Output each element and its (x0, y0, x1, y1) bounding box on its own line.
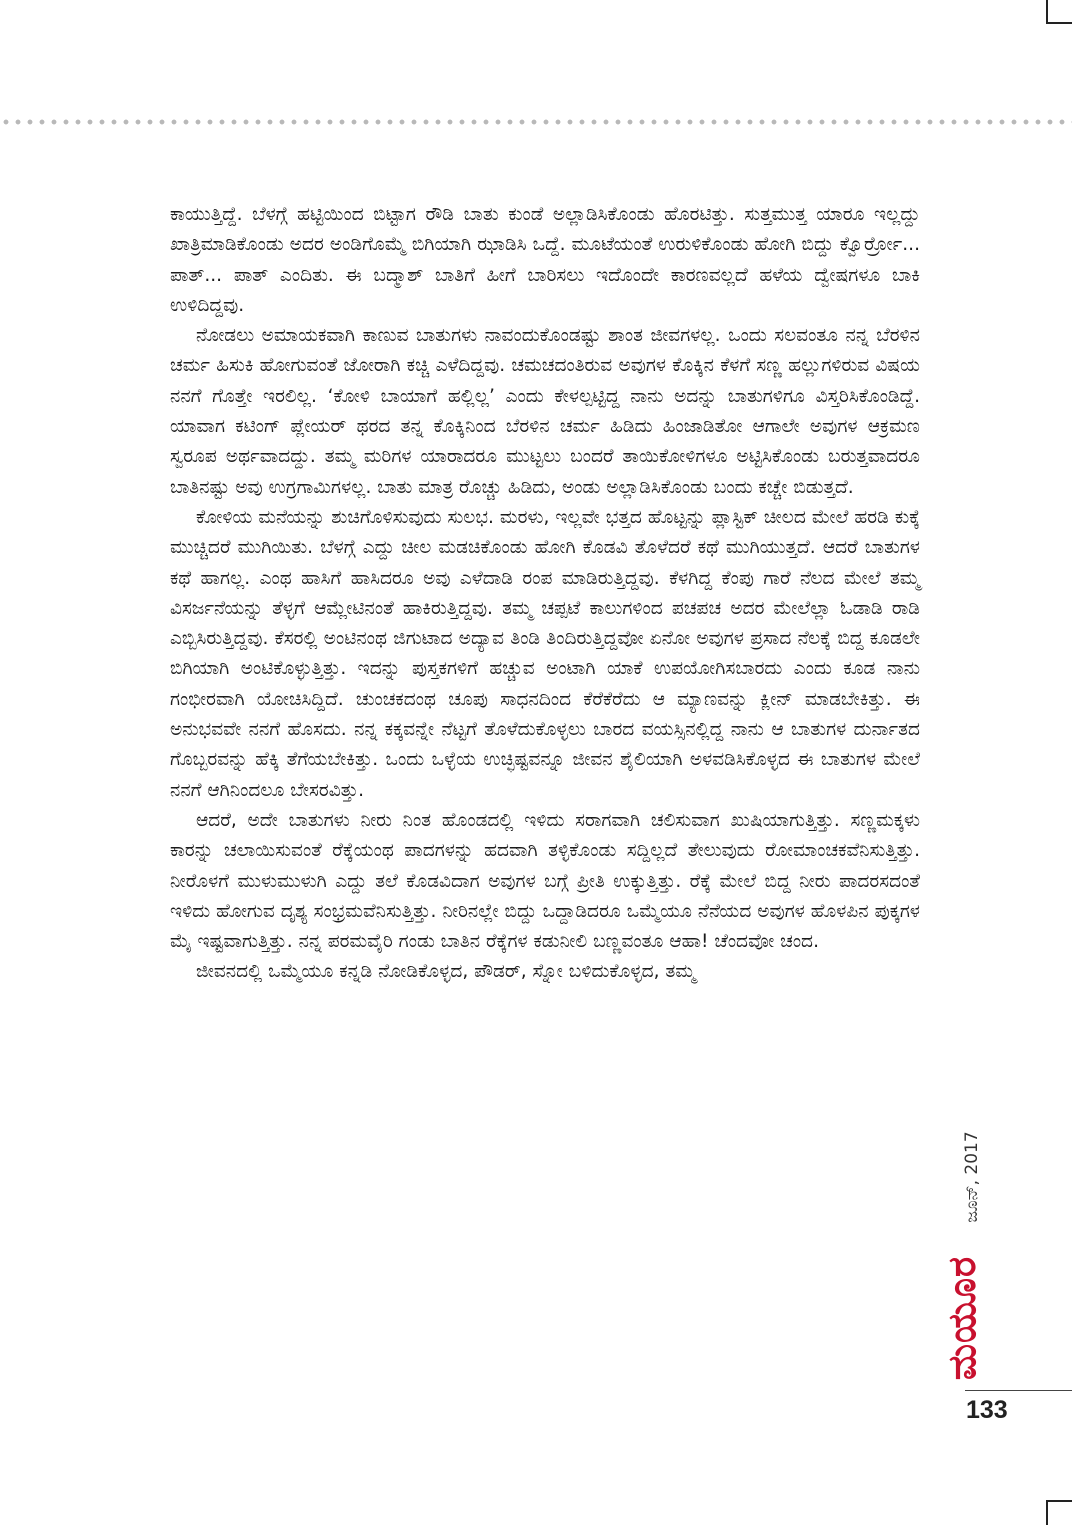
paragraph-5: ಜೀವನದಲ್ಲಿ ಒಮ್ಮೆಯೂ ಕನ್ನಡಿ ನೋಡಿಕೊಳ್ಳದ, ಪೌಡರ್, ಸ್ನೋ ಬಳಿದುಕೊಳ್ಳದ, ತಮ್ಮ (196, 961, 696, 983)
crop-mark-bottom (1046, 1500, 1048, 1525)
dotted-divider (0, 118, 1072, 126)
crop-mark-bottom-horizontal (1046, 1500, 1072, 1502)
crop-mark-top (1046, 0, 1048, 24)
page-number: 133 (966, 1396, 1008, 1424)
paragraph-4: ಆದರೆ, ಅದೇ ಬಾತುಗಳು ನೀರು ನಿಂತ ಹೊಂಡದಲ್ಲಿ ಇಳಿದು ಸರಾಗವಾಗಿ ಚಲಿಸುವಾಗ ಖುಷಿಯಾಗುತ್ತಿತ್ತು. ಸಣ್ಣಮಕ್ಕಳು ಕಾರನ್ನು ಚಲಾಯಿಸುವಂತೆ ರೆಕ್ಕೆಯಂಥ ಪಾದಗಳನ್ನು ಹದವಾಗಿ ತಳ್ಳಿಕೊಂಡು ಸದ್ದಿಲ್ಲದೆ ತೇಲುವುದು ರೋಮಾಂಚಕವೆನಿಸುತ್ತಿತ್ತು. ನೀರೊಳಗೆ ಮುಳುಮುಳುಗಿ ಎದ್ದು ತಲೆ ಕೊಡವಿದಾಗ ಅವುಗಳ ಬಗ್ಗೆ ಪ್ರೀತಿ ಉಕ್ಕುತ್ತಿತ್ತು. ರೆಕ್ಕೆ ಮೇಲೆ ಬಿದ್ದ ನೀರು ಪಾದರಸದಂತೆ ಇಳಿದು ಹೋಗುವ ದೃಶ್ಯ ಸಂಭ್ರಮವೆನಿಸುತ್ತಿತ್ತು. ನೀರಿನಲ್ಲೇ ಬಿದ್ದು ಒದ್ದಾಡಿದರೂ ಒಮ್ಮೆಯೂ ನೆನೆಯದ ಅವುಗಳ ಹೊಳಪಿನ ಪುಕ್ಕಗಳ ಮೈ ಇಷ್ಟವಾಗುತ್ತಿತ್ತು. ನನ್ನ ಪರಮವೈರಿ ಗಂಡು ಬಾತಿನ ರೆಕ್ಕೆಗಳ ಕಡುನೀಲಿ ಬಣ್ಣವಂತೂ ಆಹಾ! ಚೆಂದವೋ ಚಂದ. (170, 809, 920, 953)
paragraph-2: ನೋಡಲು ಅಮಾಯಕವಾಗಿ ಕಾಣುವ ಬಾತುಗಳು ನಾವಂದುಕೊಂಡಷ್ಟು ಶಾಂತ ಜೀವಗಳಲ್ಲ. ಒಂದು ಸಲವಂತೂ ನನ್ನ ಬೆರಳಿನ ಚರ್ಮ ಹಿಸುಕಿ ಹೋಗುವಂತೆ ಜೋರಾಗಿ ಕಚ್ಚಿ ಎಳೆದಿದ್ದವು. ಚಮಚದಂತಿರುವ ಅವುಗಳ ಕೊಕ್ಕಿನ ಕೆಳಗೆ ಸಣ್ಣ ಹಲ್ಲುಗಳಿರುವ ವಿಷಯ ನನಗೆ ಗೊತ್ತೇ ಇರಲಿಲ್ಲ. ‘ಕೋಳಿ ಬಾಯಾಗೆ ಹಲ್ಲಿಲ್ಲ’ ಎಂದು ಕೇಳಲ್ಪಟ್ಟಿದ್ದ ನಾನು ಅದನ್ನು ಬಾತುಗಳಿಗೂ ವಿಸ್ತರಿಸಿಕೊಂಡಿದ್ದೆ. ಯಾವಾಗ ಕಟಿಂಗ್ ಪ್ಲೇಯರ್ ಥರದ ತನ್ನ ಕೊಕ್ಕಿನಿಂದ ಬೆರಳಿನ ಚರ್ಮ ಹಿಡಿದು ಹಿಂಜಾಡಿತೋ ಆಗಾಲೇ ಅವುಗಳ ಆಕ್ರಮಣ ಸ್ವರೂಪ ಅರ್ಥವಾದದ್ದು. ತಮ್ಮ ಮರಿಗಳ ಯಾರಾದರೂ ಮುಟ್ಟಲು ಬಂದರೆ ತಾಯಿಕೋಳಿಗಳೂ ಅಟ್ಟಿಸಿಕೊಂಡು ಬರುತ್ತವಾದರೂ ಬಾತಿನಷ್ಟು ಅವು ಉಗ್ರಗಾಮಿಗಳಲ್ಲ. ಬಾತು ಮಾತ್ರ ರೊಚ್ಚು ಹಿಡಿದು, ಅಂಡು ಅಲ್ಲಾಡಿಸಿಕೊಂಡು ಬಂದು ಕಚ್ಚೇ ಬಿಡುತ್ತದೆ. (170, 325, 920, 498)
issue-date: ಜೂನ್, 2017 (962, 1131, 982, 1223)
paragraph-1: ಕಾಯುತ್ತಿದ್ದೆ. ಬೆಳಗ್ಗೆ ಹಟ್ಟಿಯಿಂದ ಬಿಟ್ಟಾಗ ರೌಡಿ ಬಾತು ಕುಂಡೆ ಅಲ್ಲಾಡಿಸಿಕೊಂಡು ಹೊರಟಿತ್ತು. ಸುತ್ತಮುತ್ತ ಯಾರೂ ಇಲ್ಲದ್ದು ಖಾತ್ರಿಮಾಡಿಕೊಂಡು ಅದರ ಅಂಡಿಗೊಮ್ಮೆ ಬಿಗಿಯಾಗಿ ಝಾಡಿಸಿ ಒದ್ದೆ. ಮೂಟೆಯಂತೆ ಉರುಳಿಕೊಂಡು ಹೋಗಿ ಬಿದ್ದು ಕ್ವೊರ್ರ್ರೋ... ಪಾತ್... ಪಾತ್ ಎಂದಿತು. ಈ ಬದ್ಮಾಶ್ ಬಾತಿಗೆ ಹೀಗೆ ಬಾರಿಸಲು ಇದೊಂದೇ ಕಾರಣವಲ್ಲದೆ ಹಳೆಯ ದ್ವೇಷಗಳೂ ಬಾಕಿ ಉಳಿದಿದ್ದವು. (170, 204, 920, 316)
paragraph-3: ಕೋಳಿಯ ಮನೆಯನ್ನು ಶುಚಿಗೊಳಿಸುವುದು ಸುಲಭ. ಮರಳು, ಇಲ್ಲವೇ ಭತ್ತದ ಹೊಟ್ಟನ್ನು ಪ್ಲಾಸ್ಟಿಕ್ ಚೀಲದ ಮೇಲೆ ಹರಡಿ ಕುಕ್ಕೆ ಮುಚ್ಚಿದರೆ ಮುಗಿಯಿತು. ಬೆಳಗ್ಗೆ ಎದ್ದು ಚೀಲ ಮಡಚಿಕೊಂಡು ಹೋಗಿ ಕೊಡವಿ ತೊಳೆದರೆ ಕಥೆ ಮುಗಿಯುತ್ತದೆ. ಆದರೆ ಬಾತುಗಳ ಕಥೆ ಹಾಗಲ್ಲ. ಎಂಥ ಹಾಸಿಗೆ ಹಾಸಿದರೂ ಅವು ಎಳೆದಾಡಿ ರಂಪ ಮಾಡಿರುತ್ತಿದ್ದವು. ಕೆಳಗಿದ್ದ ಕೆಂಪು ಗಾರೆ ನೆಲದ ಮೇಲೆ ತಮ್ಮ ವಿಸರ್ಜನೆಯನ್ನು ತೆಳ್ಳಗೆ ಆಮ್ಲೇಟಿನಂತೆ ಹಾಕಿರುತ್ತಿದ್ದವು. ತಮ್ಮ ಚಪ್ಪಟೆ ಕಾಲುಗಳಿಂದ ಪಚಪಚ ಅದರ ಮೇಲೆಲ್ಲಾ ಓಡಾಡಿ ರಾಡಿ ಎಬ್ಬಿಸಿರುತ್ತಿದ್ದವು. ಕೆಸರಲ್ಲಿ ಅಂಟಿನಂಥ ಜಿಗುಟಾದ ಅದ್ಯಾವ ತಿಂಡಿ ತಿಂದಿರುತ್ತಿದ್ದವೋ ಏನೋ ಅವುಗಳ ಪ್ರಸಾದ ನೆಲಕ್ಕೆ ಬಿದ್ದ ಕೂಡಲೇ ಬಿಗಿಯಾಗಿ ಅಂಟಿಕೊಳ್ಳುತ್ತಿತ್ತು. ಇದನ್ನು ಪುಸ್ತಕಗಳಿಗೆ ಹಚ್ಚುವ ಅಂಟಾಗಿ ಯಾಕೆ ಉಪಯೋಗಿಸಬಾರದು ಎಂದು ಕೂಡ ನಾನು ಗಂಭೀರವಾಗಿ ಯೋಚಿಸಿದ್ದಿದೆ. ಚುಂಚಕದಂಥ ಚೂಪು ಸಾಧನದಿಂದ ಕೆರೆಕೆರೆದು ಆ ಮ್ಯಾಣವನ್ನು ಕ್ಲೀನ್ ಮಾಡಬೇಕಿತ್ತು. ಈ ಅನುಭವವೇ ನನಗೆ ಹೊಸದು. ನನ್ನ ಕಕ್ಕವನ್ನೇ ನೆಟ್ಟಗೆ ತೊಳೆದುಕೊಳ್ಳಲು ಬಾರದ ವಯಸ್ಸಿನಲ್ಲಿದ್ದ ನಾನು ಆ ಬಾತುಗಳ ದುರ್ನಾತದ ಗೊಬ್ಬರವನ್ನು ಹೆಕ್ಕಿ ತೆಗೆಯಬೇಕಿತ್ತು. ಒಂದು ಒಳ್ಳೆಯ ಉಚ್ಛಿಷ್ಟವನ್ನೂ ಜೀವನ ಶೈಲಿಯಾಗಿ ಅಳವಡಿಸಿಕೊಳ್ಳದ ಈ ಬಾತುಗಳ ಮೇಲೆ ನನಗೆ ಆಗಿನಿಂದಲೂ ಬೇಸರವಿತ್ತು. (170, 506, 920, 801)
magazine-logo: ಮಯೂರ (939, 1255, 984, 1381)
crop-mark-top-horizontal (1046, 22, 1072, 24)
footer-rule (965, 1390, 1072, 1391)
article-body (170, 200, 920, 988)
